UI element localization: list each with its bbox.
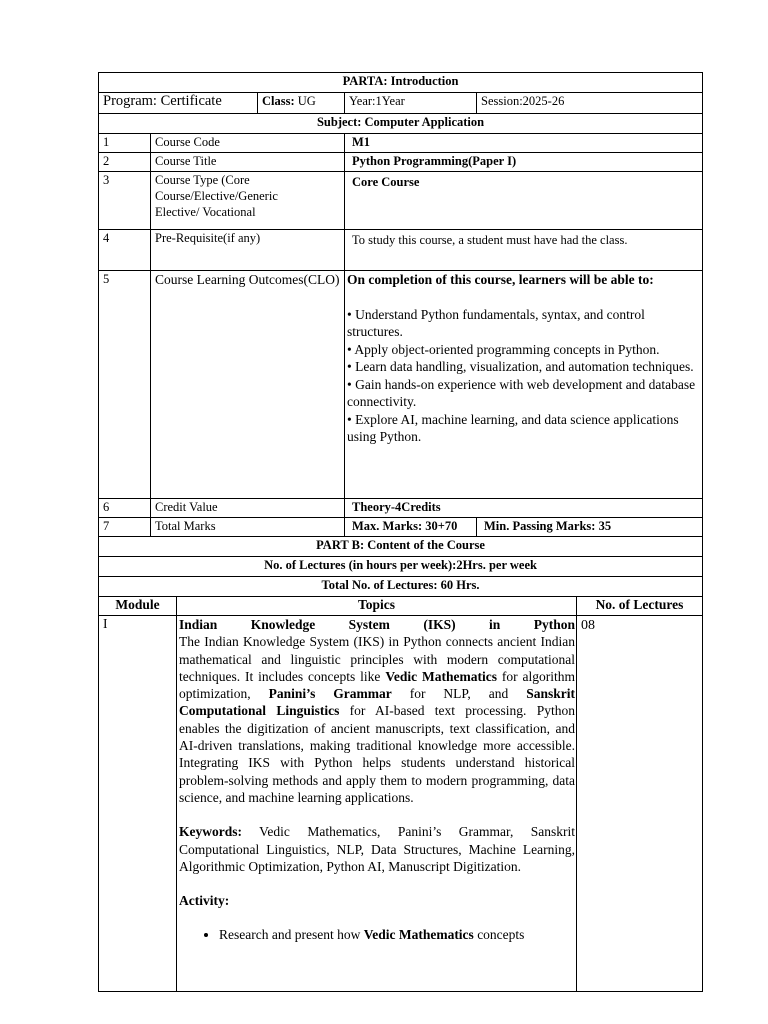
part-a-table	[98, 72, 703, 597]
description-text: for algorithm optimization,	[179, 668, 576, 702]
row-label: Course Code	[151, 134, 345, 153]
course-type-value: Core Course	[345, 172, 703, 230]
module-id: I	[99, 616, 177, 992]
row-label: Course Learning Outcomes(CLO)	[151, 271, 345, 499]
row-number: 1	[99, 134, 151, 153]
keywords-text: Vedic Mathematics, Panini’s Grammar, Sanskrit Computational Linguistics, NLP, Data Structures, Machine Learning, Algorithmic Optimization, Python AI, Manuscript Digitization.	[179, 824, 575, 874]
clo-heading: On completion of this course, learners will be able to:	[347, 272, 654, 287]
program-cell: Program: Certificate	[99, 93, 258, 114]
row-number: 2	[99, 153, 151, 172]
row-number: 7	[99, 518, 151, 537]
total-lectures: Total No. of Lectures: 60 Hrs.	[99, 577, 703, 597]
row-number: 5	[99, 271, 151, 499]
min-marks-value: Min. Passing Marks: 35	[477, 518, 703, 537]
module-heading: Indian Knowledge System (IKS) in Python	[179, 617, 575, 632]
activity-text: concepts	[473, 927, 525, 943]
row-label: Total Marks	[151, 518, 345, 537]
class-value: UG	[297, 94, 316, 108]
keywords-paragraph	[179, 823, 575, 875]
part-a-title: PARTA: Introduction	[99, 73, 703, 93]
row-label: Course Type (Core Course/Elective/Generic Elective/ Vocational	[151, 172, 345, 230]
row-label: Credit Value	[151, 499, 345, 518]
description-text: for NLP, and	[391, 686, 527, 702]
prerequisite-value: To study this course, a student must have had the class.	[345, 230, 703, 271]
clo-item: • Apply object-oriented programming concepts in Python.	[347, 341, 660, 357]
clo-item: • Explore AI, machine learning, and data science applications using Python.	[347, 411, 679, 444]
course-code-value: M1	[345, 134, 703, 153]
part-b-table	[98, 596, 703, 992]
clo-item: • Understand Python fundamentals, syntax, and control structures.	[347, 306, 645, 339]
row-label: Pre-Requisite(if any)	[151, 230, 345, 271]
lectures-header: No. of Lectures	[577, 597, 703, 616]
module-description	[179, 633, 575, 806]
keywords-label: Keywords:	[179, 824, 242, 840]
class-label: Class:	[262, 94, 295, 108]
topics-header: Topics	[177, 597, 577, 616]
part-b-title: PART B: Content of the Course	[99, 537, 703, 557]
row-label: Course Title	[151, 153, 345, 172]
row-number: 3	[99, 172, 151, 230]
module-topics	[177, 616, 577, 992]
course-title-value: Python Programming(Paper I)	[345, 153, 703, 172]
year-text: Year:1Year	[349, 94, 405, 108]
description-text: for AI-based text processing. Python enables the digitization of ancient manuscripts, text classification, and AI-driven translations, making traditional knowledge more accessible. Integrating IKS with Python helps students understand historical problem-solving methods and apply them to modern programming, data science, and machine learning applications.	[179, 703, 575, 805]
description-bold: Panini’s Grammar	[268, 686, 392, 702]
row-number: 6	[99, 499, 151, 518]
module-lectures: 08	[577, 616, 703, 992]
session-cell: Session:2025-26	[477, 93, 703, 114]
max-marks-value: Max. Marks: 30+70	[345, 518, 477, 537]
activity-text: Research and present how	[219, 927, 364, 943]
activity-bold: Vedic Mathematics	[363, 927, 474, 943]
description-bold: Sanskrit Computational Linguistics	[179, 686, 575, 719]
lectures-per-week: No. of Lectures (in hours per week):2Hrs. per week	[99, 557, 703, 577]
class-cell	[258, 93, 345, 114]
module-header: Module	[99, 597, 177, 616]
syllabus-sheet	[98, 72, 702, 992]
activity-list	[179, 926, 575, 943]
clo-item: • Gain hands-on experience with web development and database connectivity.	[347, 376, 696, 409]
subject-title: Subject: Computer Application	[99, 114, 703, 134]
clo-cell	[345, 271, 703, 499]
description-bold: Vedic Mathematics	[385, 668, 497, 684]
credit-value: Theory-4Credits	[345, 499, 703, 518]
activity-item	[219, 926, 575, 943]
description-text: The Indian Knowledge System (IKS) in Python connects ancient Indian mathematical and linguistic principles with modern computational techniques. It includes concepts like	[179, 634, 575, 684]
activity-label: Activity:	[179, 893, 230, 909]
clo-item: • Learn data handling, visualization, and automation techniques.	[347, 359, 694, 374]
row-number: 4	[99, 230, 151, 271]
year-cell	[345, 93, 477, 114]
